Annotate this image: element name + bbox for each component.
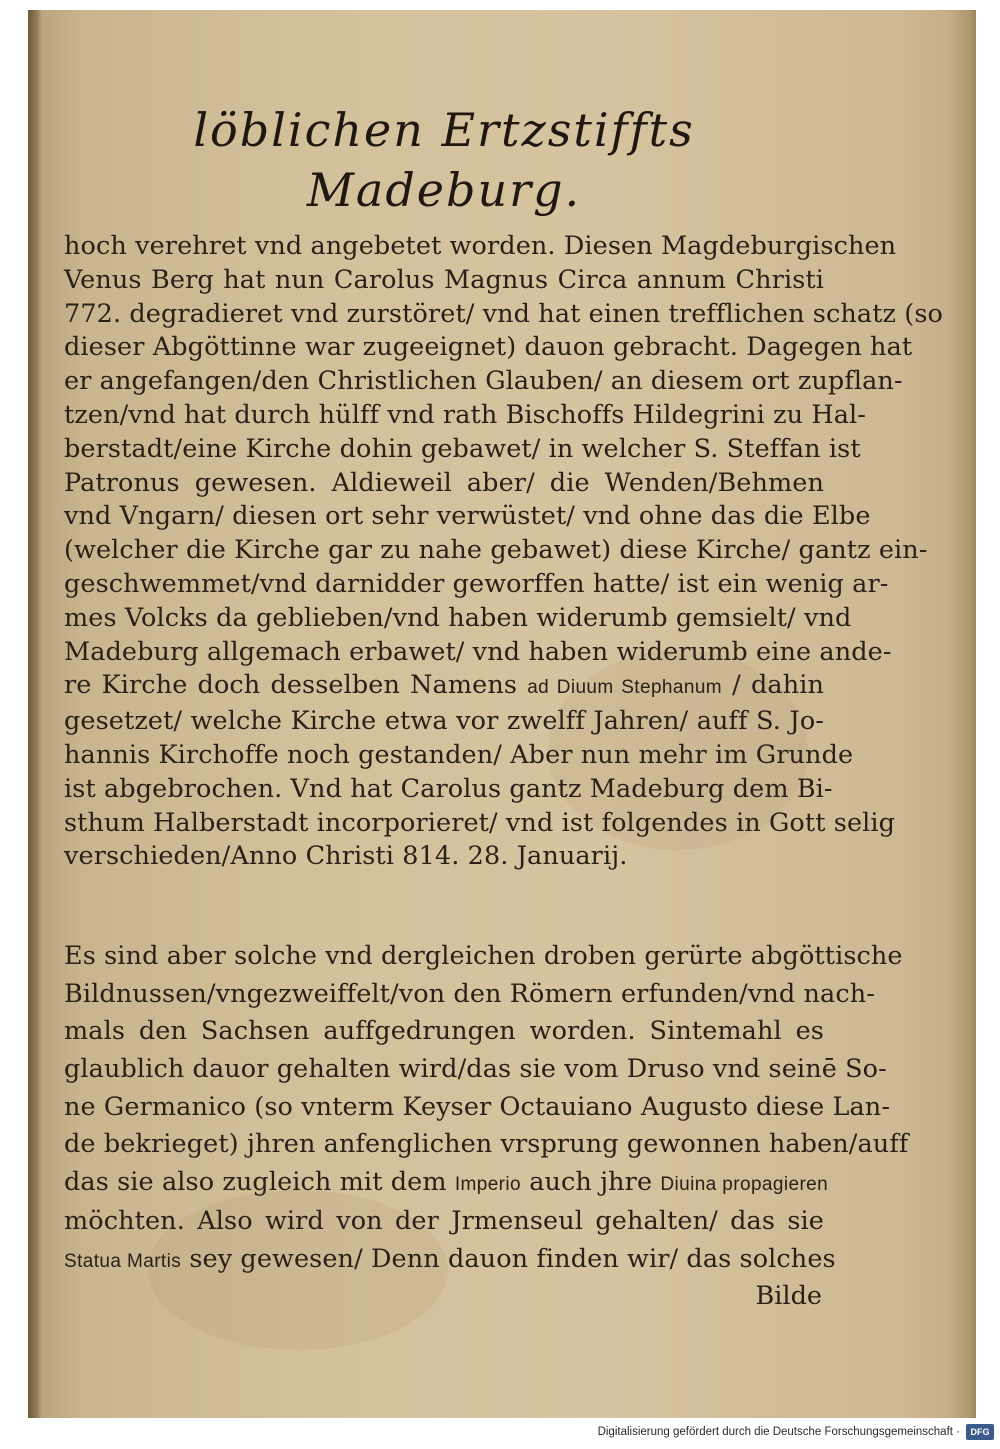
text-line: berstadt/eine Kirche dohin gebawet/ in welcher S. Steffan ist <box>64 433 861 464</box>
text-line: geschwemmet/vnd darnidder geworffen hatte/ ist ein wenig ar- <box>64 568 889 599</box>
latin-phrase: Diuina propagieren <box>660 1173 829 1195</box>
text-line: Madeburg allgemach erbawet/ vnd haben widerumb eine ande- <box>64 636 892 667</box>
text-line: ist abgebrochen. Vnd hat Carolus gantz Madeburg dem Bi- <box>64 773 833 804</box>
latin-phrase: Statua Martis <box>64 1250 182 1272</box>
text-line: verschieden/Anno Christi 814. 28. Januarij. <box>64 841 628 872</box>
funding-credit: Digitalisierung gefördert durch die Deutsche Forschungsgemeinschaft · <box>597 1426 960 1438</box>
text-line: er angefangen/den Christlichen Glauben/ an diesem ort zupflan- <box>64 366 903 397</box>
text-line: hannis Kirchoffe noch gestanden/ Aber nun mehr im Grunde <box>64 739 854 770</box>
text-line: gesetzet/ welche Kirche etwa vor zwelff Jahren/ auff S. Jo- <box>64 706 824 737</box>
text-line: de bekrieget) jhren anfenglichen vrsprung gewonnen haben/auff <box>64 1129 909 1160</box>
text-line: glaublich dauor gehalten wird/das sie vom Druso vnd seinē So- <box>64 1053 887 1084</box>
latin-phrase: ad Diuum Stephanum <box>527 677 723 699</box>
latin-phrase: Imperio <box>454 1173 521 1195</box>
text-line: mals den Sachsen auffgedrungen worden. Sintemahl es <box>64 1016 824 1047</box>
text-line: Patronus gewesen. Aldieweil aber/ die Wenden/Behmen <box>64 467 824 498</box>
dfg-logo-icon: DFG <box>966 1424 994 1440</box>
text-line: tzen/vnd hat durch hülff vnd rath Bischoffs Hildegrini zu Hal- <box>64 399 866 430</box>
text-line: möchten. Also wird von der Jrmenseul gehalten/ das sie <box>64 1206 824 1237</box>
text-line: hoch verehret vnd angebetet worden. Diesen Magdeburgischen <box>64 231 897 261</box>
paragraph-1 <box>64 230 943 874</box>
text-line: (welcher die Kirche gar zu nahe gebawet) diese Kirche/ gantz ein- <box>64 535 928 566</box>
text-line: Es sind aber solche vnd dergleichen droben gerürte abgöttische <box>64 941 903 972</box>
footer-bar <box>0 1418 1000 1449</box>
text-line: ne Germanico (so vnterm Keyser Octauiano Augusto diese Lan- <box>64 1091 891 1122</box>
book-page <box>28 10 976 1418</box>
running-header: löblichen Ertzstiffts Madeburg. <box>193 103 695 217</box>
text-line: 772. degradieret vnd zurstöret/ vnd hat einen trefflichen schatz (so <box>64 298 943 329</box>
page-fore-edge <box>950 10 976 1418</box>
text-line: dieser Abgöttinne war zugeeignet) dauon gebracht. Dagegen hat <box>64 332 913 363</box>
text-line: Venus Berg hat nun Carolus Magnus Circa annum Christi <box>64 264 824 295</box>
text-line: re Kirche doch desselben Namens ad Diuum Stephanum / dahin <box>64 670 824 701</box>
text-block <box>64 100 943 1313</box>
text-line: das sie also zugleich mit dem Imperio auch jhre Diuina propagieren <box>64 1166 829 1197</box>
text-line: Bildnussen/vngezweiffelt/von den Römern erfunden/vnd nach- <box>64 978 875 1009</box>
text-line: mes Volcks da geblieben/vnd haben widerumb gemsielt/ vnd <box>64 602 852 633</box>
text-line: sthum Halberstadt incorporieret/ vnd ist folgendes in Gott selig <box>64 807 896 838</box>
paragraph-2 <box>64 938 909 1280</box>
text-line: Statua Martis sey gewesen/ Denn dauon finden wir/ das solches <box>64 1243 836 1274</box>
catchword: Bilde <box>755 1281 822 1312</box>
text-line: vnd Vngarn/ diesen ort sehr verwüstet/ vnd ohne das die Elbe <box>64 501 871 532</box>
binding-edge <box>28 10 42 1418</box>
